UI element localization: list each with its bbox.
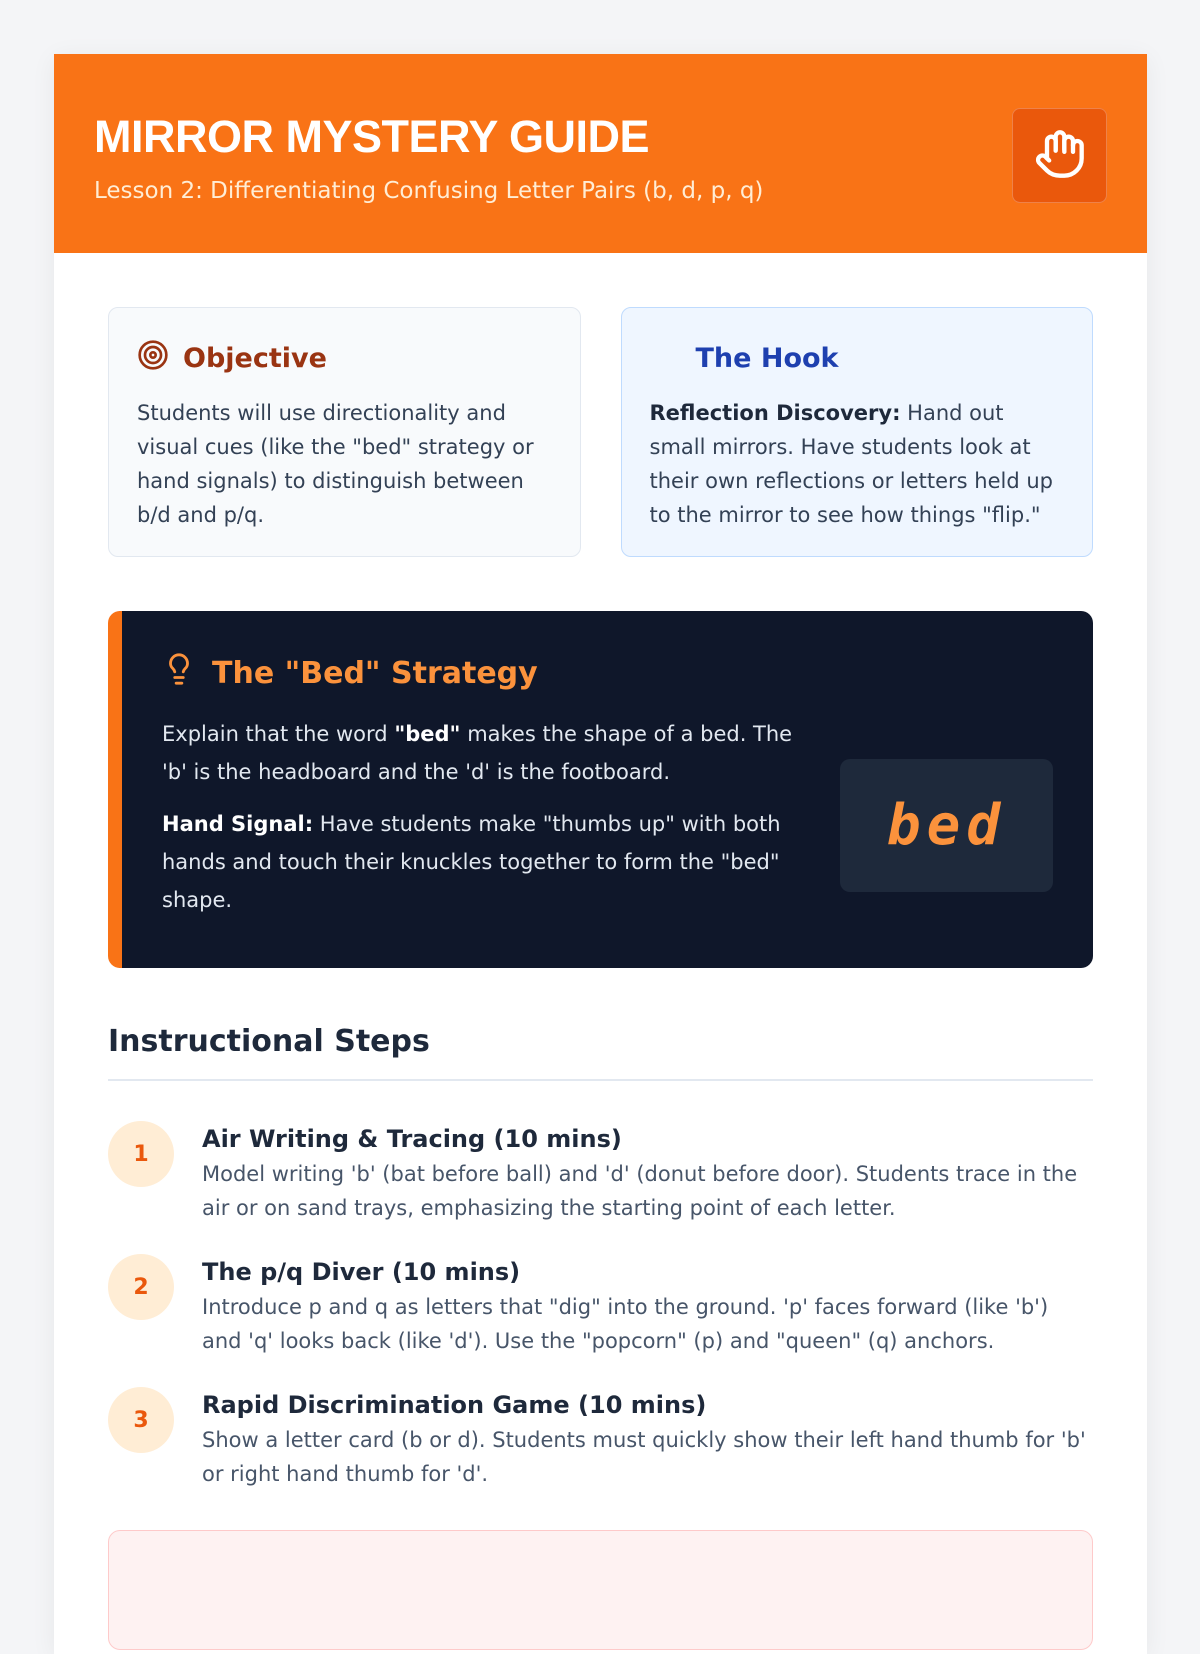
step-body [202, 1121, 1093, 1254]
hook-box [621, 307, 1094, 557]
strategy-title: The "Bed" Strategy [212, 655, 538, 691]
step-number-badge: 2 [108, 1254, 174, 1320]
strategy-bed-word: "bed" [394, 722, 461, 746]
step-item [108, 1254, 1093, 1387]
strategy-explanation [162, 715, 802, 791]
steps-list [108, 1121, 1093, 1520]
alert-box-partial [108, 1530, 1093, 1650]
hand-signal-label: Hand Signal: [162, 812, 314, 836]
step-item [108, 1121, 1093, 1254]
lightbulb-icon [162, 652, 196, 694]
objective-title: Objective [183, 342, 327, 374]
lesson-guide-card [54, 54, 1147, 1654]
strategy-hand-signal [162, 805, 802, 919]
hook-title: The Hook [695, 342, 839, 374]
target-icon [137, 339, 169, 378]
strategy-header [162, 651, 1053, 695]
step-title: Air Writing & Tracing (10 mins) [202, 1125, 622, 1153]
hook-header [650, 338, 1065, 378]
hand-signal-text: Have students make "thumbs up" with both hands and touch their knuckles together to form the "bed" shape. [162, 812, 781, 912]
step-title: Rapid Discrimination Game (10 mins) [202, 1391, 707, 1419]
hand-icon [1034, 128, 1086, 184]
bed-word-tile: bed [840, 759, 1053, 892]
step-description: Show a letter card (b or d). Students must quickly show their left hand thumb for 'b' or right hand thumb for 'd'. [202, 1428, 1086, 1486]
header-banner [54, 54, 1147, 253]
step-title: The p/q Diver (10 mins) [202, 1258, 521, 1286]
step-body [202, 1387, 1093, 1520]
step-description: Model writing 'b' (bat before ball) and 'd' (donut before door). Students trace in the air or on sand trays, emphasizing the starting point of each letter. [202, 1162, 1078, 1220]
strategy-explanation-end: makes the shape of a bed. The 'b' is the headboard and the 'd' is the footboard. [162, 722, 793, 784]
header-icon-button[interactable] [1012, 108, 1107, 203]
step-number-badge: 1 [108, 1121, 174, 1187]
page-subtitle: Lesson 2: Differentiating Confusing Letter Pairs (b, d, p, q) [94, 178, 764, 204]
step-number-badge: 3 [108, 1387, 174, 1453]
step-body [202, 1254, 1093, 1387]
objective-text: Students will use directionality and visual cues (like the "bed" strategy or hand signals) to distinguish between b/d and p/q. [137, 401, 534, 527]
content-body [54, 253, 1147, 1650]
hook-text [650, 396, 1065, 532]
strategy-explanation-start: Explain that the word [162, 722, 395, 746]
objective-box [108, 307, 581, 557]
bed-strategy-panel [108, 611, 1093, 968]
intro-columns [108, 307, 1093, 557]
steps-section-title: Instructional Steps [108, 1024, 1093, 1081]
hook-label: Reflection Discovery: [649, 401, 901, 425]
objective-header [137, 338, 552, 378]
hook-description: Hand out small mirrors. Have students look at their own reflections or letters held up to the mirror to see how things "flip." [649, 401, 1054, 527]
strategy-text [162, 715, 802, 919]
step-description: Introduce p and q as letters that "dig" into the ground. 'p' faces forward (like 'b') and 'q' looks back (like 'd'). Use the "popcorn" (p) and "queen" (q) anchors. [202, 1295, 1049, 1353]
step-item [108, 1387, 1093, 1520]
page-title: MIRROR MYSTERY GUIDE [94, 111, 650, 162]
